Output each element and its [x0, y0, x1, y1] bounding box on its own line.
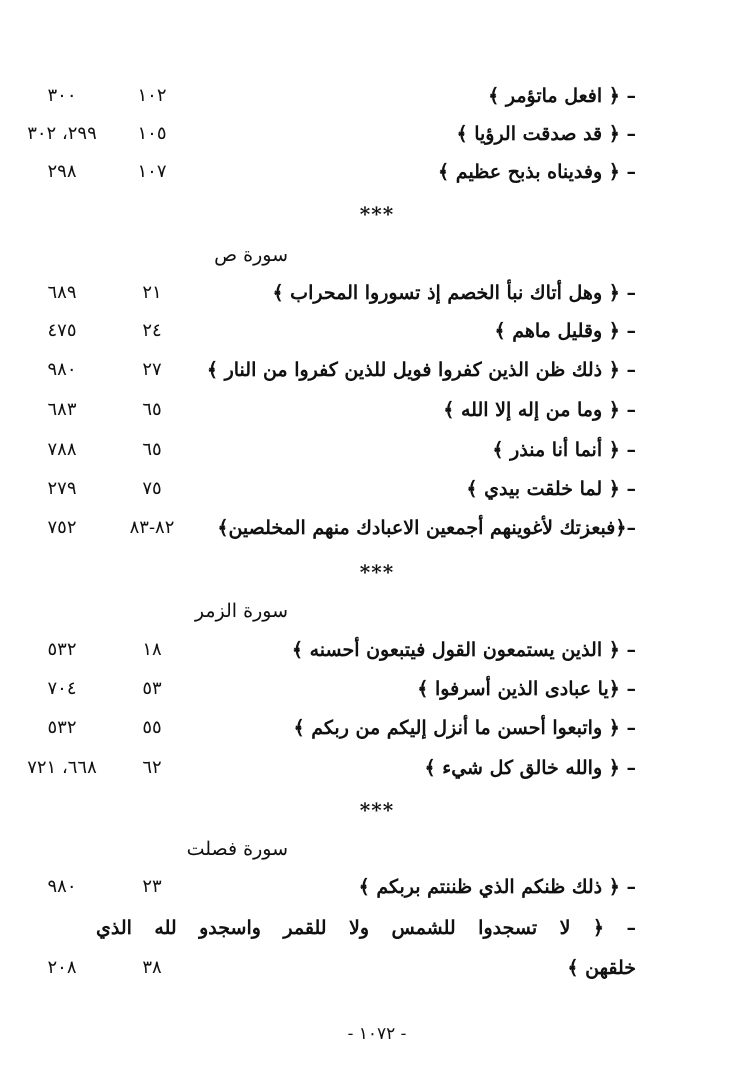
surah-title: سورة الزمر: [194, 600, 288, 622]
index-row: [0, 78, 754, 114]
ayah-number: ٧٥: [142, 478, 162, 499]
ayah-number: ٥٥: [142, 717, 162, 738]
page-reference: ٧٠٤: [47, 678, 77, 699]
ayah-number: ٢٧: [142, 359, 162, 380]
ayah-number: ٥٣: [142, 678, 162, 699]
verse-text: – ﴿ وهل أتاك نبأ الخصم إذ تسوروا المحراب ﴾: [272, 282, 636, 304]
verse-text: – ﴿ واتبعوا أحسن ما أنزل إليكم من ربكم ﴾: [293, 717, 636, 739]
index-row: [0, 116, 754, 152]
page-reference: ٢٧٩: [47, 478, 77, 499]
page-reference: ٥٣٢: [47, 639, 77, 660]
verse-text: – ﴿ أنما أنا منذر ﴾: [492, 439, 636, 461]
ayah-number: ٦٥: [142, 439, 162, 460]
index-row: [0, 275, 754, 311]
ayah-number: ٣٨: [142, 957, 162, 978]
index-row: [0, 632, 754, 668]
section-separator: ***: [359, 202, 395, 226]
ayah-number: ٦٢: [142, 757, 162, 778]
verse-text: – ﴿ وفديناه بذبح عظيم ﴾: [438, 161, 636, 183]
ayah-number: ٢١: [142, 282, 162, 303]
index-row: [0, 392, 754, 428]
page-reference: ٦٦٨، ٧٢١: [27, 757, 97, 778]
page-reference: ٤٧٥: [47, 320, 77, 341]
verse-text: –﴿فبعزتك لأغوينهم أجمعين الاعبادك منهم المخلصين﴾: [217, 517, 636, 539]
page-reference: ٩٨٠: [47, 359, 77, 380]
page-reference: ٧٨٨: [47, 439, 77, 460]
ayah-number: ١٨: [142, 639, 162, 660]
section-separator: ***: [359, 798, 395, 822]
verse-text: – ﴿ والله خالق كل شيء ﴾: [424, 757, 636, 779]
page-reference: ٥٣٢: [47, 717, 77, 738]
ayah-number: ١٠٧: [137, 161, 167, 182]
surah-title: سورة ص: [214, 244, 288, 266]
page-reference: ٧٥٢: [47, 517, 77, 538]
page-reference: ٦٨٣: [47, 399, 77, 420]
index-row: [0, 950, 754, 986]
ayah-number: ٢٣: [142, 876, 162, 897]
verse-text: – ﴿ وما من إله إلا الله ﴾: [443, 399, 636, 421]
ayah-number: ١٠٥: [137, 123, 167, 144]
section-separator: ***: [359, 560, 395, 584]
verse-text: – ﴿يا عبادى الذين أسرفوا ﴾: [417, 678, 636, 700]
ayah-number: ٨٢-٨٣: [129, 517, 175, 538]
ayah-number: ٦٥: [142, 399, 162, 420]
verse-text: – ﴿ وقليل ماهم ﴾: [494, 320, 636, 342]
index-row: [0, 869, 754, 905]
verse-text-line2: خلقهن ﴾: [567, 957, 636, 979]
verse-text-line1: – ﴿ لا تسجدوا للشمس ولا للقمر واسجدو لله الذي: [96, 917, 636, 939]
ayah-number: ٢٤: [142, 320, 162, 341]
verse-text: – ﴿ ذلك ظنكم الذي ظننتم بربكم ﴾: [358, 876, 636, 898]
verse-text: – ﴿ ذلك ظن الذين كفروا فويل للذين كفروا من النار ﴾: [206, 359, 636, 381]
index-row: [0, 432, 754, 468]
verse-text: – ﴿ افعل ماتؤمر ﴾: [488, 85, 636, 107]
page-reference: ٢٠٨: [47, 957, 77, 978]
verse-text: – ﴿ لما خلقت بيدي ﴾: [466, 478, 636, 500]
index-row: [0, 471, 754, 507]
index-row: [0, 750, 754, 786]
verse-text: – ﴿ قد صدقت الرؤيا ﴾: [456, 123, 636, 145]
page-reference: ٣٠٠: [47, 85, 77, 106]
index-row: [0, 313, 754, 349]
ayah-number: ١٠٢: [137, 85, 167, 106]
index-row: [0, 710, 754, 746]
page-reference: ٩٨٠: [47, 876, 77, 897]
index-row: [0, 510, 754, 546]
page-reference: ٦٨٩: [47, 282, 77, 303]
page-reference: ٢٩٨: [47, 161, 77, 182]
page-reference: ٢٩٩، ٣٠٢: [27, 123, 97, 144]
page-number: - ١٠٧٢ -: [347, 1024, 407, 1044]
index-row: [0, 352, 754, 388]
index-row: [0, 154, 754, 190]
index-row: [0, 671, 754, 707]
surah-title: سورة فصلت: [186, 838, 288, 860]
verse-text: – ﴿ الذين يستمعون القول فيتبعون أحسنه ﴾: [291, 639, 636, 661]
